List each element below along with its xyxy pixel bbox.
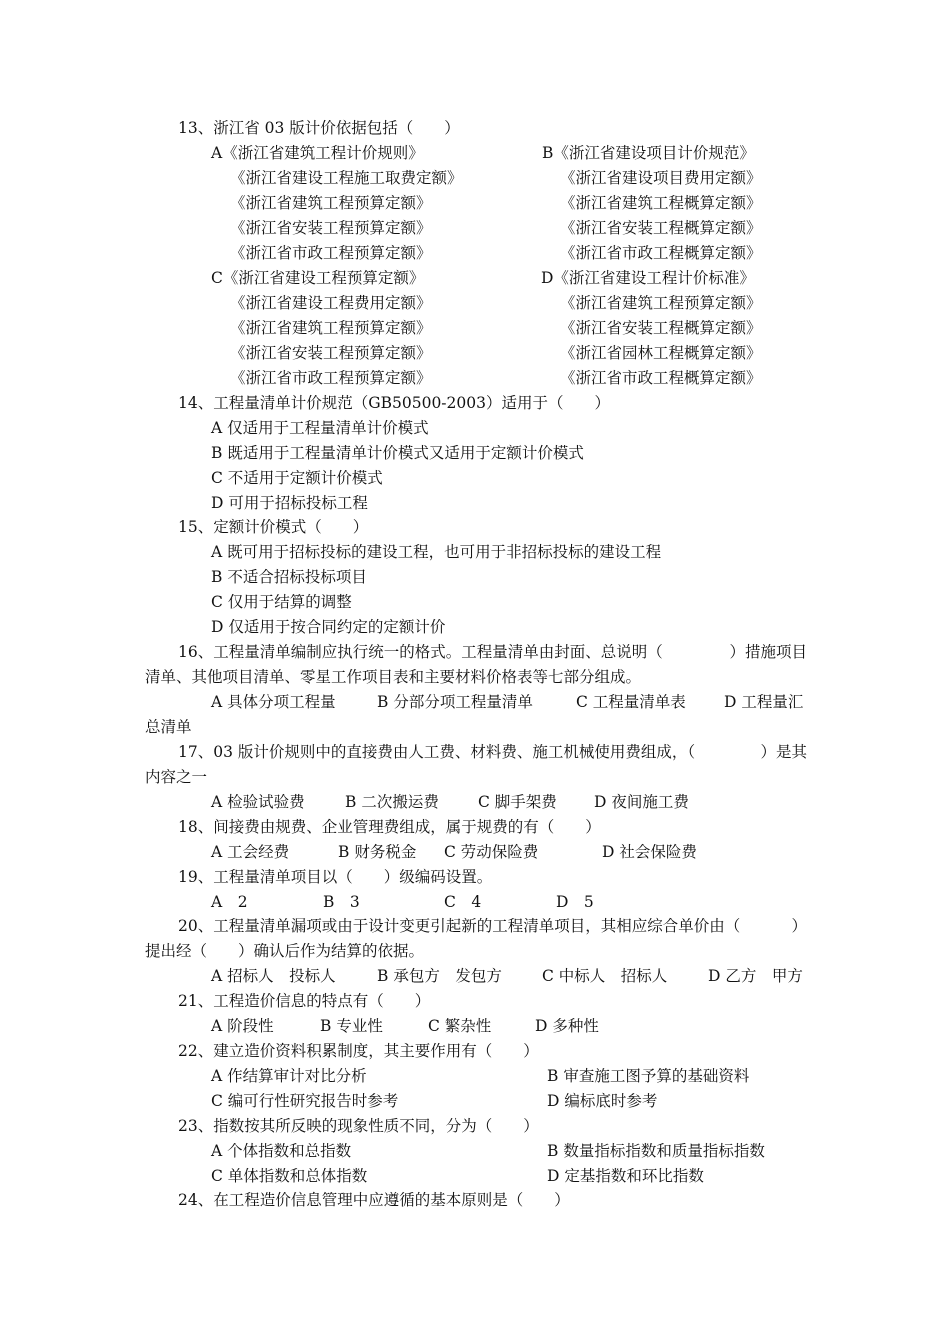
q14-option-d: D 可用于招标投标工程 [211, 494, 368, 512]
q18-option-d: D 社会保险费 [602, 843, 697, 861]
q15-option-d: D 仅适用于按合同约定的定额计价 [211, 618, 446, 636]
q13-stem: 13、浙江省 03 版计价依据包括（ ） [178, 119, 460, 137]
q14-option-a: A 仅适用于工程量清单计价模式 [211, 419, 429, 437]
q16-stem-line1 [178, 642, 807, 662]
q23-option-b: B 数量指标指数和质量指标指数 [547, 1142, 765, 1160]
q22-option-b: B 审查施工图予算的基础资料 [547, 1067, 750, 1085]
q16-option-b: B 分部分项工程量清单 [377, 693, 533, 711]
q13-option-b: B《浙江省建设项目计价规范》 [542, 144, 755, 162]
q13-b-item: 《浙江省建筑工程概算定额》 [560, 194, 762, 212]
q20-option-b: B 承包方 发包方 [377, 967, 502, 985]
q23-option-d: D 定基指数和环比指数 [547, 1167, 704, 1185]
q13-option-d: D《浙江省建设工程计价标准》 [541, 269, 755, 287]
q23-option-c: C 单体指数和总体指数 [211, 1167, 368, 1185]
q17-option-d: D 夜间施工费 [594, 793, 689, 811]
q22-option-a: A 作结算审计对比分析 [211, 1067, 367, 1085]
q21-option-b: B 专业性 [320, 1017, 383, 1035]
q23-option-a: A 个体指数和总指数 [211, 1142, 352, 1160]
q13-c-item: 《浙江省建设工程费用定额》 [230, 294, 432, 312]
q20-stem-line1 [178, 916, 807, 936]
q16-option-c: C 工程量清单表 [576, 693, 686, 711]
q13-c-item: 《浙江省安装工程预算定额》 [230, 344, 432, 362]
q16-option-d: D 工程量汇 [724, 693, 804, 711]
q16-stem-line2: 清单、其他项目清单、零星工作项目表和主要材料价格表等七部分组成。 [145, 668, 642, 686]
q15-option-a: A 既可用于招标投标的建设工程，也可用于非招标投标的建设工程 [211, 543, 662, 561]
q13-d-item: 《浙江省园林工程概算定额》 [560, 344, 762, 362]
q14-option-b: B 既适用于工程量清单计价模式又适用于定额计价模式 [211, 444, 584, 462]
q13-b-item: 《浙江省市政工程概算定额》 [560, 244, 762, 262]
q17-option-c: C 脚手架费 [478, 793, 557, 811]
q21-stem: 21、工程造价信息的特点有（ ） [178, 992, 431, 1010]
q17-stem-text-end: ）是其 [760, 743, 807, 761]
q13-d-item: 《浙江省市政工程概算定额》 [560, 369, 762, 387]
q14-stem: 14、工程量清单计价规范（GB50500-2003）适用于（ ） [178, 394, 610, 412]
q13-a-item: 《浙江省建设工程施工取费定额》 [230, 169, 463, 187]
q22-option-d: D 编标底时参考 [547, 1092, 658, 1110]
q15-option-c: C 仅用于结算的调整 [211, 593, 352, 611]
q20-option-a: A 招标人 投标人 [211, 967, 336, 985]
q13-a-item: 《浙江省安装工程预算定额》 [230, 219, 432, 237]
q20-option-d: D 乙方 甲方 [708, 967, 803, 985]
q13-option-c: C《浙江省建设工程预算定额》 [211, 269, 425, 287]
q14-option-c: C 不适用于定额计价模式 [211, 469, 383, 487]
q17-option-b: B 二次搬运费 [345, 793, 439, 811]
q15-option-b: B 不适合招标投标项目 [211, 568, 367, 586]
q21-option-c: C 繁杂性 [428, 1017, 492, 1035]
q17-stem-line2: 内容之一 [145, 768, 208, 786]
q18-option-b: B 财务税金 [338, 843, 417, 861]
q20-option-c: C 中标人 招标人 [542, 967, 668, 985]
q20-stem-text: 20、工程量清单漏项或由于设计变更引起新的工程清单项目，其相应综合单价由（ [178, 917, 741, 935]
q16-option-d-tail: 总清单 [145, 718, 192, 736]
q20-stem-line2: 提出经（ ）确认后作为结算的依据。 [145, 942, 425, 960]
q17-option-a: A 检验试验费 [211, 793, 305, 811]
q24-stem: 24、在工程造价信息管理中应遵循的基本原则是（ ） [178, 1191, 570, 1209]
q13-b-item: 《浙江省安装工程概算定额》 [560, 219, 762, 237]
q13-d-item: 《浙江省建筑工程预算定额》 [560, 294, 762, 312]
q13-option-a: A《浙江省建筑工程计价规则》 [211, 144, 424, 162]
q13-c-item: 《浙江省建筑工程预算定额》 [230, 319, 432, 337]
q18-option-c: C 劳动保险费 [444, 843, 539, 861]
q13-c-item: 《浙江省市政工程预算定额》 [230, 369, 432, 387]
q16-stem-text-end: ）措施项目 [729, 643, 807, 661]
q22-stem: 22、建立造价资料积累制度，其主要作用有（ ） [178, 1042, 539, 1060]
q21-option-d: D 多种性 [535, 1017, 599, 1035]
q19-option-a: A 2 [211, 893, 248, 911]
q20-stem-text-end: ） [791, 917, 807, 935]
q18-stem: 18、间接费由规费、企业管理费组成，属于规费的有（ ） [178, 818, 601, 836]
q19-option-b: B 3 [323, 893, 360, 911]
q17-stem-line1 [178, 742, 807, 762]
q13-a-item: 《浙江省建筑工程预算定额》 [230, 194, 432, 212]
q13-a-item: 《浙江省市政工程预算定额》 [230, 244, 432, 262]
q16-stem-text: 16、工程量清单编制应执行统一的格式。工程量清单由封面、总说明（ [178, 643, 663, 661]
q13-d-item: 《浙江省安装工程概算定额》 [560, 319, 762, 337]
q23-stem: 23、指数按其所反映的现象性质不同，分为（ ） [178, 1117, 539, 1135]
q17-stem-text: 17、03 版计价规则中的直接费由人工费、材料费、施工机械使用费组成，（ [178, 743, 696, 761]
q15-stem: 15、定额计价模式（ ） [178, 518, 369, 536]
q22-option-c: C 编可行性研究报告时参考 [211, 1092, 399, 1110]
q19-stem: 19、工程量清单项目以（ ）级编码设置。 [178, 868, 493, 886]
q13-b-item: 《浙江省建设项目费用定额》 [560, 169, 762, 187]
q19-option-d: D 5 [556, 893, 594, 911]
q21-option-a: A 阶段性 [211, 1017, 274, 1035]
q19-option-c: C 4 [444, 893, 482, 911]
q18-option-a: A 工会经费 [211, 843, 290, 861]
q16-option-a: A 具体分项工程量 [211, 693, 336, 711]
